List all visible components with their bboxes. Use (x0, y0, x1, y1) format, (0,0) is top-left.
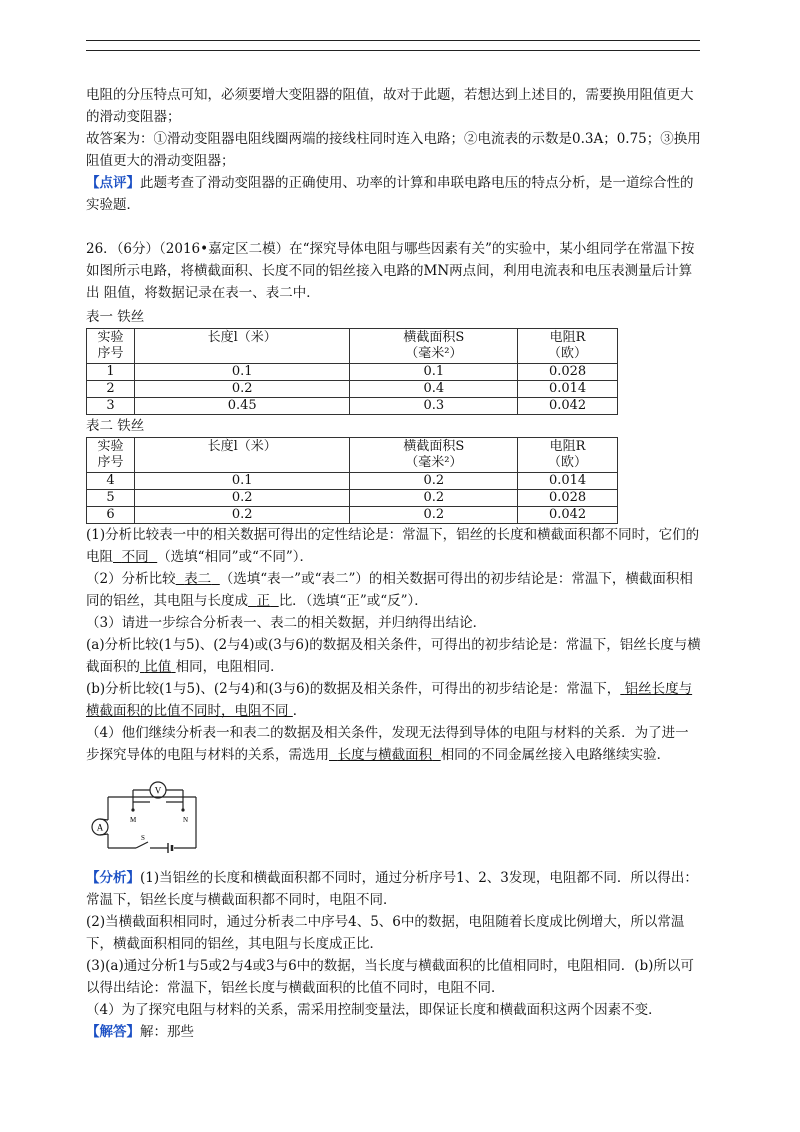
table-row: 3 0.45 0.3 0.042 (87, 398, 618, 415)
header-cell: 电阻R （欧） (518, 438, 618, 473)
table-header-row (87, 329, 618, 364)
filled-answer: 表二 (184, 571, 212, 587)
review-text: 此题考查了滑动变阻器的正确使用、功率的计算和串联电路电压的特点分析，是一道综合性的实验题． (86, 175, 694, 213)
header-rule-top (86, 40, 700, 41)
question-header: 26．（6分）（2016•嘉定区二模）在“探究导体电阻与哪些因素有关”的实验中，某小组同学在常温下按如图所示电路，将横截面积、长度不同的铝丝接入电路的MN两点间，利用电流表和电压表测量后计算出 阻值，将数据记录在表一、表二中． (86, 241, 695, 301)
table-row: 1 0.1 0.1 0.028 (87, 364, 618, 381)
switch-label: S (141, 834, 145, 842)
filled-answer: 长度与横截面积 (337, 747, 433, 763)
table-row: 2 0.2 0.4 0.014 (87, 381, 618, 398)
header-cell: 长度l（米） (134, 329, 350, 364)
table-2 (86, 437, 618, 524)
filled-answer: 不同 (121, 549, 149, 565)
header-cell: 实验 序号 (87, 438, 135, 473)
table-row: 5 0.2 0.2 0.028 (87, 490, 618, 507)
voltmeter-label: V (154, 785, 162, 796)
paragraph: 电阻的分压特点可知，必须要增大变阻器的阻值，故对于此题，若想达到上述目的，需要换用阻值更大的滑动变阻器； (86, 87, 694, 125)
table-row: 4 0.1 0.2 0.014 (87, 473, 618, 490)
table-row: 6 0.2 0.2 0.042 (87, 507, 618, 524)
document-body (86, 84, 702, 1043)
analysis-tag: 【分析】 (86, 870, 140, 886)
review-tag: 【点评】 (86, 175, 140, 191)
ammeter-label: A (96, 822, 104, 833)
header-cell: 横截面积S （毫米²） (350, 329, 518, 364)
answer-3a: (a)分析比较(1与5)、(2与4)或(3与6)的数据及相关条件，可得出的初步结论是：常温下，铝丝长度与横截面积的 比值 相同，电阻相同． (86, 637, 701, 675)
solution-tag: 【解答】 (86, 1024, 140, 1040)
header-cell: 横截面积S （毫米²） (350, 438, 518, 473)
analysis-paragraph: 【分析】(1)当铝丝的长度和横截面积都不同时，通过分析序号1、2、3发现，电阻都不同．所以得出：常温下，铝丝长度与横截面积都不同时，电阻不同． (86, 870, 698, 908)
table-1 (86, 328, 618, 415)
answer-1: (1)分析比较表一中的相关数据可得出的定性结论是：常温下，铝丝的长度和横截面积都不同时，它们的电阻 不同 （选填“相同”或“不同”）． (86, 527, 700, 565)
header-cell: 实验 序号 (87, 329, 135, 364)
analysis-paragraph: （4）为了探究电阻与材料的关系，需采用控制变量法，即保证长度和横截面积这两个因素不变． (86, 1002, 662, 1018)
node-m-label: M (130, 816, 137, 824)
filled-answer: 铝丝长度与横截面积的比值不同时，电阻不同 (86, 681, 693, 719)
filled-answer: 比值 (144, 659, 172, 675)
analysis-paragraph: (3)(a)通过分析1与5或2与4或3与6中的数据，当长度与横截面积的比值相同时，电阻相同．(b)所以可以得出结论：常温下，铝丝长度与横截面积的比值不同时，电阻不同． (86, 958, 694, 996)
filled-answer: 正 (256, 593, 271, 609)
header-cell: 长度l（米） (134, 438, 350, 473)
paragraph: 故答案为：①滑动变阻器电阻线圈两端的接线柱同时连入电路；②电流表的示数是0.3A；0.75；③换用阻值更大的滑动变阻器； (86, 131, 701, 169)
header-rule-bottom (86, 50, 700, 51)
answer-4: （4）他们继续分析表一和表二的数据及相关条件，发现无法得到导体的电阻与材料的关系．为了进一步探究导体的电阻与材料的关系，需选用 长度与横截面积 相同的不同金属丝接入电路继续实验． (86, 725, 689, 763)
answer-3: （3）请进一步综合分析表一、表二的相关数据，并归纳得出结论． (86, 615, 487, 631)
table-header-row (87, 438, 618, 473)
table-1-caption: 表一 铁丝 (86, 309, 145, 325)
answer-2: （2）分析比较 表二 （选填“表一”或“表二”）的相关数据可得出的初步结论是：常温下，横截面积相同的铝丝，其电阻与长度成 正 比．（选填“正”或“反”）． (86, 571, 693, 609)
circuit-diagram (86, 780, 236, 860)
node-n-label: N (183, 816, 189, 824)
review-paragraph (86, 172, 702, 216)
solution-paragraph: 【解答】解：那些 (86, 1024, 194, 1040)
answer-3b: (b)分析比较(1与5)、(2与4)和(3与6)的数据及相关条件，可得出的初步结论是：常温下， 铝丝长度与横截面积的比值不同时，电阻不同 ． (86, 681, 693, 719)
table-2-caption: 表二 铁丝 (86, 418, 145, 434)
header-cell: 电阻R （欧） (518, 329, 618, 364)
analysis-paragraph: (2)当横截面积相同时，通过分析表二中序号4、5、6中的数据，电阻随着长度成比例增大，所以常温下，横截面积相同的铝丝，其电阻与长度成正比． (86, 914, 685, 952)
